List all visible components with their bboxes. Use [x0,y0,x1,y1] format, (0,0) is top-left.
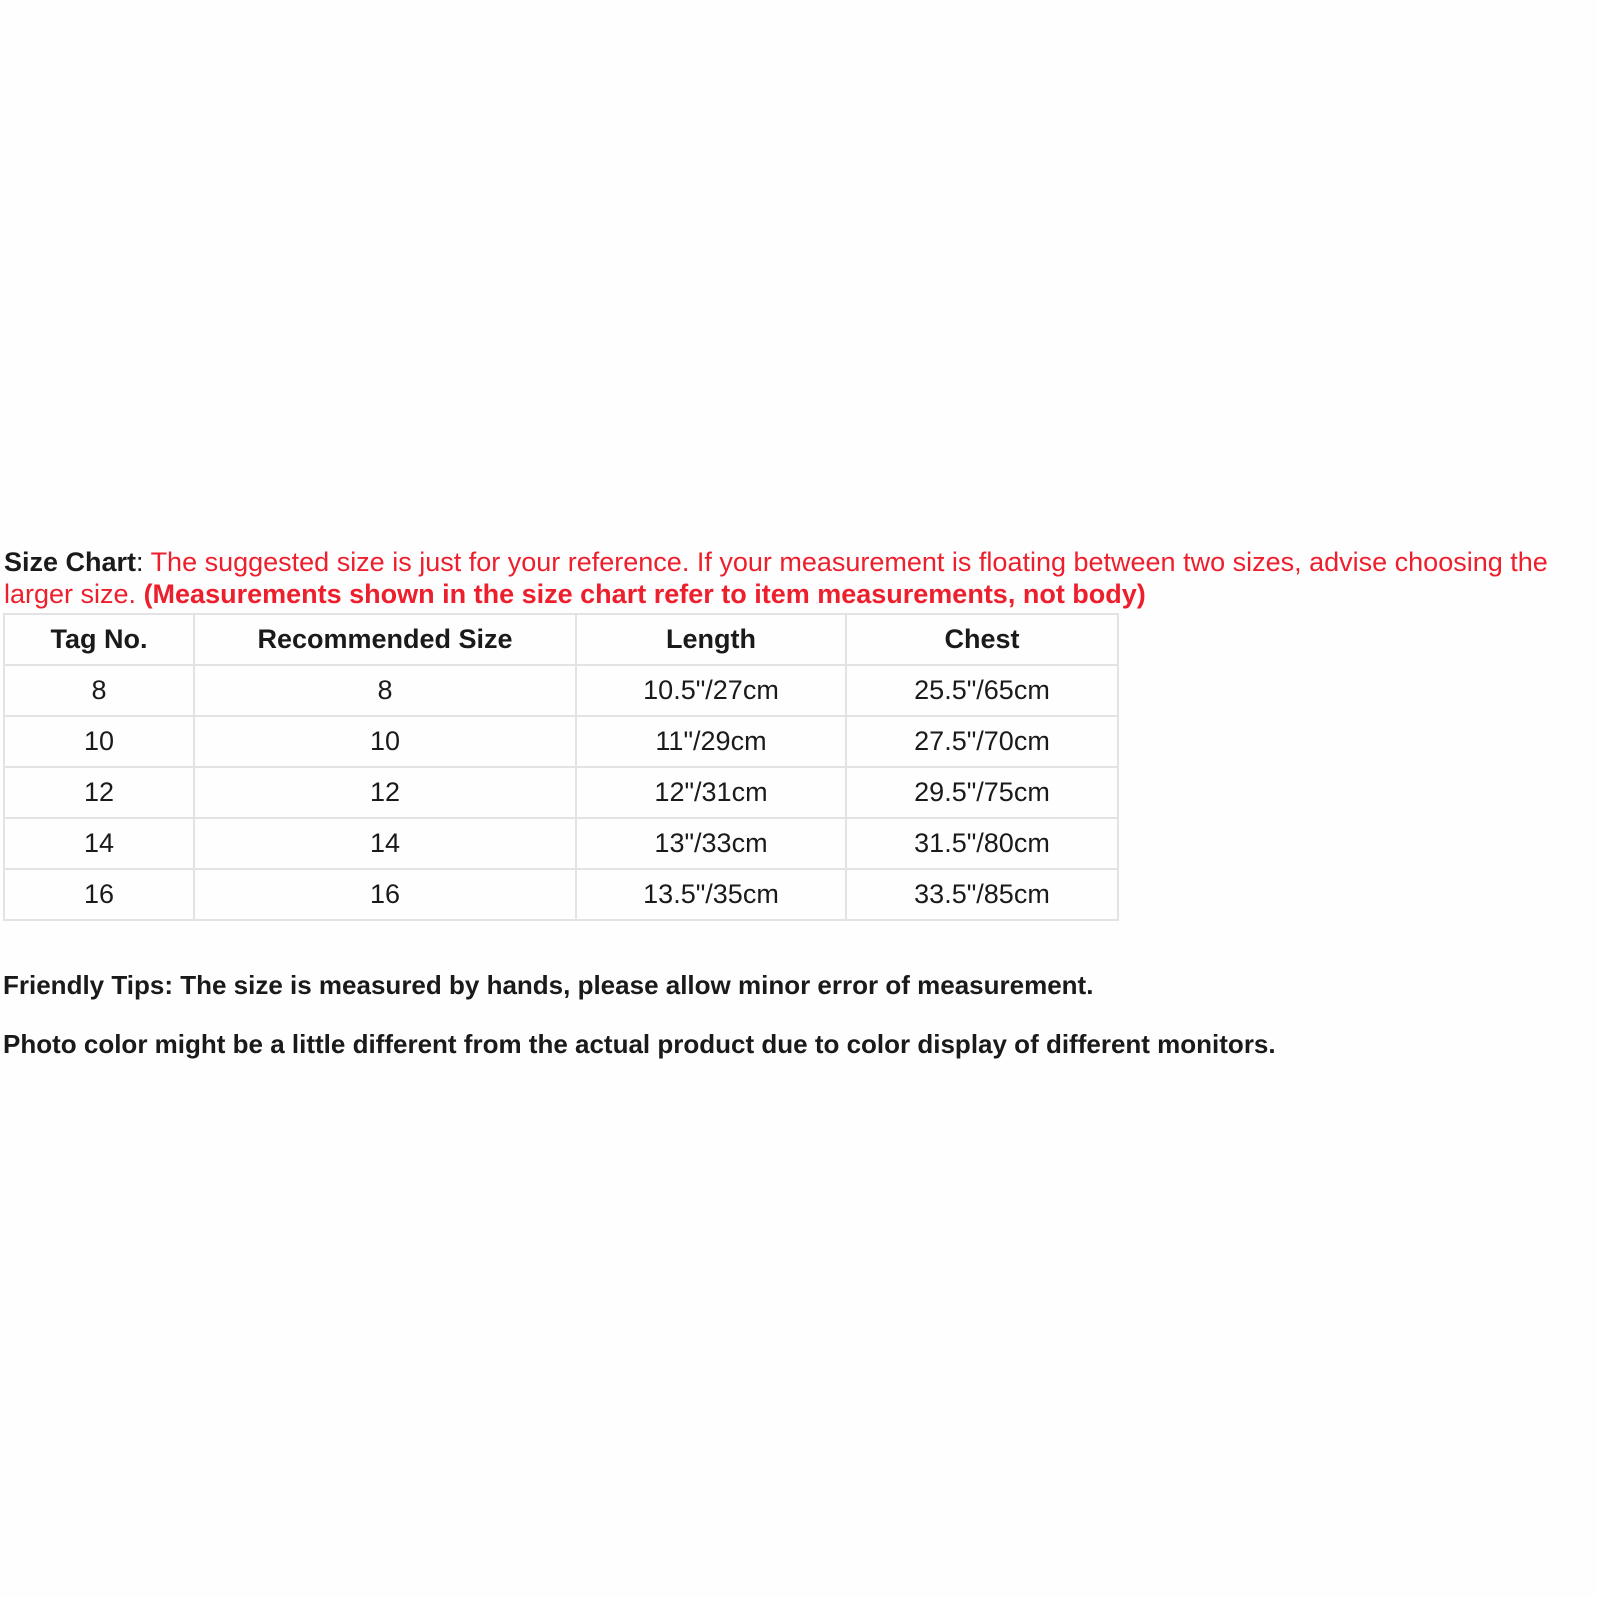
photo-color-note: Photo color might be a little different from the actual product due to color display of different monitors. [3,1029,1276,1059]
size-chart-label: Size Chart [4,547,137,577]
table-header-row [4,614,1118,665]
cell-chest: 27.5"/70cm [846,716,1118,767]
cell-length: 13"/33cm [576,818,846,869]
cell-tag-no: 14 [4,818,194,869]
table-row [4,818,1118,869]
cell-tag-no: 8 [4,665,194,716]
cell-chest: 33.5"/85cm [846,869,1118,920]
cell-tag-no: 16 [4,869,194,920]
cell-length: 13.5"/35cm [576,869,846,920]
size-chart-table [3,613,1119,921]
label-separator: : [136,547,151,577]
cell-length: 10.5"/27cm [576,665,846,716]
header-tag-no: Tag No. [4,614,194,665]
cell-recommended-size: 16 [194,869,576,920]
cell-chest: 25.5"/65cm [846,665,1118,716]
cell-chest: 29.5"/75cm [846,767,1118,818]
cell-recommended-size: 8 [194,665,576,716]
table-row [4,767,1118,818]
size-advice-note: The suggested size is just for your reference. If your measurement is floating between two sizes, advise choosing the larger size. [4,547,1548,609]
table-row [4,665,1118,716]
table-row [4,869,1118,920]
cell-length: 11"/29cm [576,716,846,767]
friendly-tips: Friendly Tips: The size is measured by hands, please allow minor error of measurement. [3,970,1094,1000]
cell-length: 12"/31cm [576,767,846,818]
size-chart-intro [4,546,1590,610]
cell-recommended-size: 10 [194,716,576,767]
header-recommended-size: Recommended Size [194,614,576,665]
cell-tag-no: 12 [4,767,194,818]
table-row [4,716,1118,767]
cell-recommended-size: 12 [194,767,576,818]
cell-tag-no: 10 [4,716,194,767]
header-chest: Chest [846,614,1118,665]
cell-chest: 31.5"/80cm [846,818,1118,869]
cell-recommended-size: 14 [194,818,576,869]
measurement-disclaimer: (Measurements shown in the size chart refer to item measurements, not body) [143,579,1146,609]
header-length: Length [576,614,846,665]
